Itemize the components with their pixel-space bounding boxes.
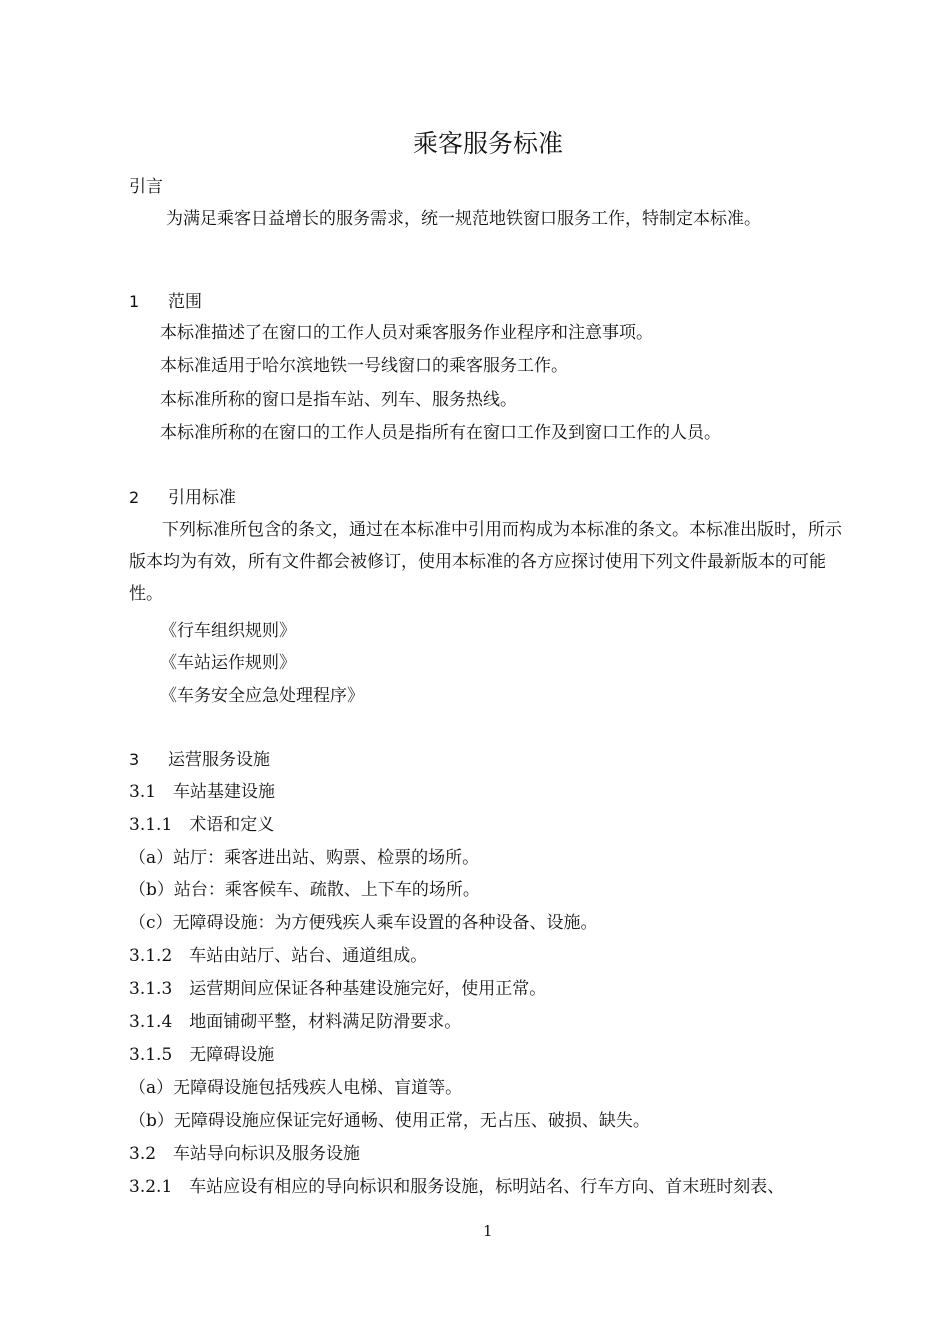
section-1-line: 本标准所称的窗口是指车站、列车、服务热线。 [160,390,517,410]
page-number: 1 [483,1222,493,1240]
section-1-line: 本标准所称的在窗口的工作人员是指所有在窗口工作及到窗口工作的人员。 [160,423,721,443]
section-2-heading: 引用标准 [168,488,236,508]
section-3-line: （c）无障碍设施：为方便残疾人乘车设置的各种设备、设施。 [129,913,598,933]
section-2-number: 2 [129,488,140,507]
section-3-line: 3.1.3 运营期间应保证各种基建设施完好，使用正常。 [129,979,547,999]
section-3-line: （b）无障碍设施应保证完好通畅、使用正常，无占压、破损、缺失。 [129,1111,650,1131]
page-title: 乘客服务标准 [412,129,563,158]
section-3-line: 3.1.4 地面铺砌平整，材料满足防滑要求。 [129,1012,462,1032]
section-1-line: 本标准适用于哈尔滨地铁一号线窗口的乘客服务工作。 [160,356,568,376]
section-3-line: 3.1.1 术语和定义 [129,815,275,835]
reference-item: 《车站运作规则》 [160,653,296,673]
section-3-line: （a）站厅：乘客进出站、购票、检票的场所。 [129,848,480,868]
section-3-line: 3.2.1 车站应设有相应的导向标识和服务设施，标明站名、行车方向、首末班时刻表、 [129,1177,785,1197]
section-3-heading: 运营服务设施 [168,750,270,770]
section-3-line: （b）站台：乘客候车、疏散、上下车的场所。 [129,880,480,900]
section-3-line: 3.1 车站基建设施 [129,782,276,802]
intro-text: 为满足乘客日益增长的服务需求，统一规范地铁窗口服务工作，特制定本标准。 [166,209,761,229]
section-3-line: 3.1.5 无障碍设施 [129,1045,275,1065]
section-3-line: （a）无障碍设施包括残疾人电梯、盲道等。 [129,1078,463,1098]
section-1-line: 本标准描述了在窗口的工作人员对乘客服务作业程序和注意事项。 [160,323,653,343]
reference-item: 《车务安全应急处理程序》 [160,686,364,706]
intro-heading: 引言 [129,177,163,197]
section-3-line: 3.2 车站导向标识及服务设施 [129,1144,361,1164]
reference-item: 《行车组织规则》 [160,621,296,641]
section-3-line: 3.1.2 车站由站厅、站台、通道组成。 [129,946,428,966]
section-1-heading: 范围 [168,292,202,312]
section-3-number: 3 [129,750,140,769]
section-1-number: 1 [129,292,140,311]
section-2-paragraph: 下列标准所包含的条文，通过在本标准中引用而构成为本标准的条文。本标准出版时，所示版本均为有效，所有文件都会被修订，使用本标准的各方应探讨使用下列文件最新版本的可能性。 [129,520,842,604]
